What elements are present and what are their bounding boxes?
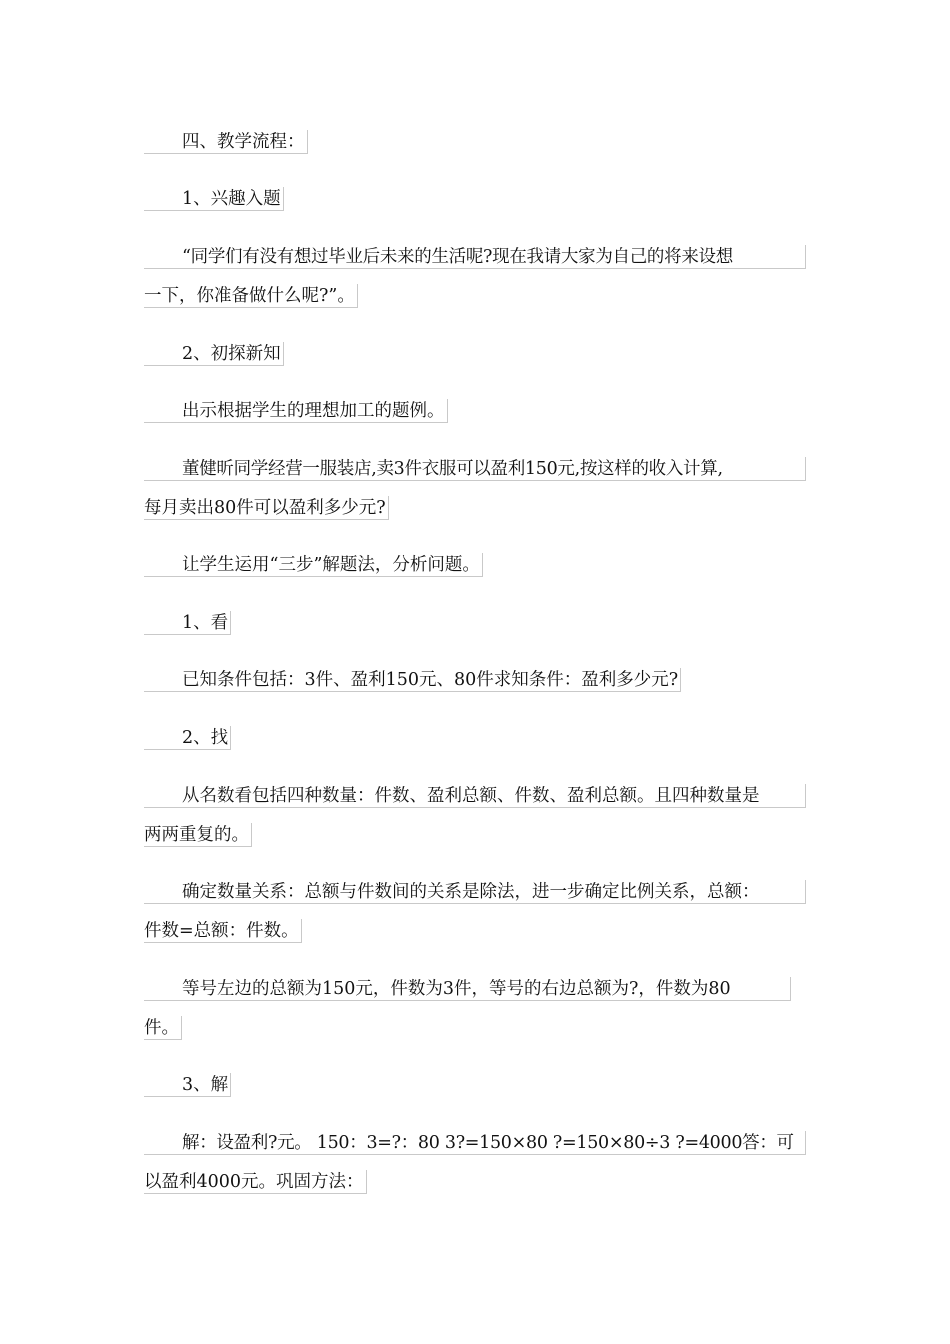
step-heading-find: 2、找 [144,726,231,750]
paragraph-line: 让学生运用“三步”解题法，分析问题。 [144,553,483,577]
paragraph-line: 件数=总额：件数。 [144,919,302,943]
step-heading-solve: 3、解 [144,1073,231,1097]
paragraph-line: 等号左边的总额为150元，件数为3件，等号的右边总额为?，件数为80 [144,977,791,1001]
section-heading-teaching-process: 四、教学流程： [144,130,308,154]
paragraph-line: 出示根据学生的理想加工的题例。 [144,399,448,423]
problem-line: 董健昕同学经营一服装店,卖3件衣服可以盈利150元,按这样的收入计算, [144,457,806,481]
paragraph-line: 从名数看包括四种数量：件数、盈利总额、件数、盈利总额。且四种数量是 [144,784,806,808]
paragraph-line: “同学们有没有想过毕业后未来的生活呢?现在我请大家为自己的将来设想 [144,245,806,269]
paragraph-line: 两两重复的。 [144,823,252,847]
solution-line: 解：设盈利?元。 150：3=?：80 3?=150×80 ?=150×80÷3 ?=4000答：可 [144,1131,806,1155]
step-heading-explore: 2、初探新知 [144,342,284,366]
step-heading-look: 1、看 [144,611,231,635]
paragraph-line: 确定数量关系：总额与件数间的关系是除法，进一步确定比例关系，总额： [144,880,806,904]
problem-line: 每月卖出80件可以盈利多少元? [144,496,389,520]
paragraph-line: 已知条件包括：3件、盈利150元、80件求知条件：盈利多少元? [144,668,681,692]
paragraph-line: 件。 [144,1016,182,1040]
paragraph-line: 一下，你准备做什么呢?”。 [144,284,358,308]
solution-line: 以盈利4000元。巩固方法： [144,1170,367,1194]
step-heading-interest-intro: 1、兴趣入题 [144,187,284,211]
